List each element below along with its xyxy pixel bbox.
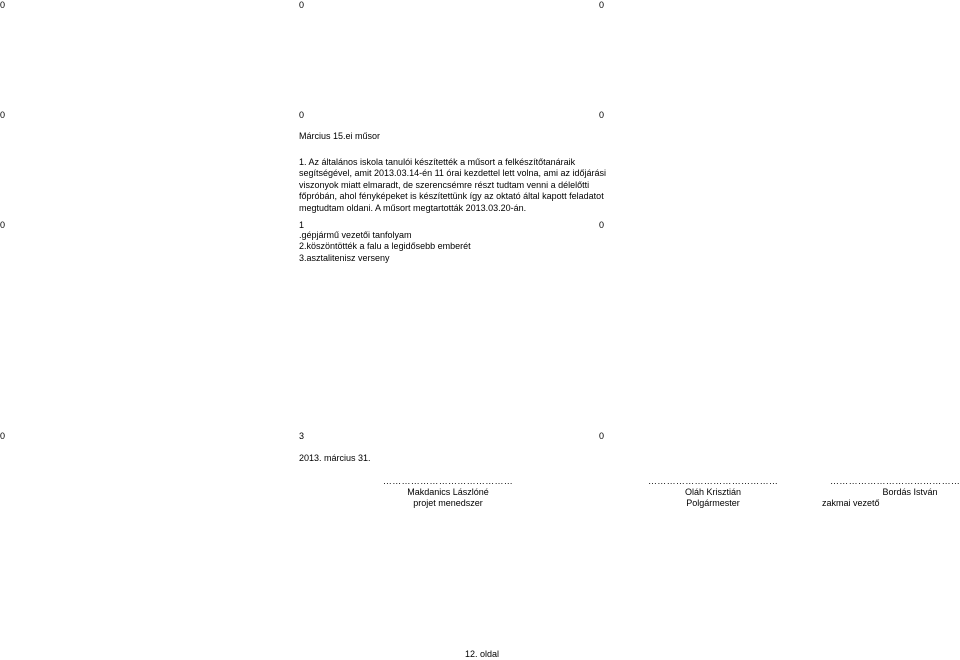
grid-cell-r2-c1: 0: [0, 110, 6, 120]
grid-cell-r1-c1: 0: [0, 0, 6, 10]
grid-cell-r2-c2: 0: [299, 110, 305, 120]
section2-list-item: 2.köszöntötték a falu a legidősebb emberét: [299, 241, 471, 252]
section1-paragraph: [299, 157, 606, 214]
grid-cell-r3-c3: 0: [599, 220, 605, 230]
signature-block: [648, 476, 778, 509]
signature-role: Polgármester: [686, 498, 740, 508]
section1-paragraph-line: segítségével, amit 2013.03.14-én 11 órai kezdettel lett volna, ami az időjárási: [299, 168, 607, 179]
grid-cell-r4-c2: 3: [299, 431, 305, 441]
section2-list-item: .gépjármű vezetői tanfolyam: [299, 230, 412, 240]
signature-block: [382, 476, 514, 509]
signature-line: ……………………………………: [382, 476, 514, 486]
grid-cell-r1-c2: 0: [299, 0, 305, 10]
grid-cell-r3-c2: 1: [299, 220, 305, 230]
signature-clip: [822, 476, 960, 516]
grid-cell-r1-c3: 0: [599, 0, 605, 10]
section1-paragraph-line: 1. Az általános iskola tanulói készítették a műsort a felkészítőtanáraik: [299, 157, 576, 167]
page-number: 12. oldal: [465, 649, 500, 659]
grid-cell-r4-c1: 0: [0, 431, 6, 441]
signature-role: zakmai vezető: [822, 498, 880, 508]
signature-name: Bordás István: [882, 487, 938, 497]
section2-list-item: 3.asztalitenisz verseny: [299, 252, 390, 263]
signature-line: ……………………………………: [648, 476, 779, 486]
section1-paragraph-line: megtudtam oldani. A műsort megtartották 2013.03.20-án.: [299, 202, 527, 213]
section1-title: Március 15.ei műsor: [299, 131, 381, 141]
document-date: 2013. március 31.: [299, 453, 371, 463]
signature-line: ……………………………………: [830, 476, 960, 486]
grid-cell-r4-c3: 0: [599, 431, 605, 441]
signature-role: projet menedszer: [413, 498, 483, 508]
section1-paragraph-line: viszonyok miatt elmaradt, de szerencsémre részt tudtam venni a délelőtti: [299, 179, 590, 190]
grid-cell-r3-c1: 0: [0, 220, 6, 230]
section2-list: [299, 230, 471, 264]
signature-name: Makdanics Lászlóné: [407, 487, 489, 497]
section1-paragraph-line: főpróbán, ahol fényképeket is készítettünk így az oktató által kapott feladatot: [299, 191, 604, 202]
signature-block: [822, 476, 960, 509]
grid-cell-r2-c3: 0: [599, 110, 605, 120]
signature-name: Oláh Krisztián: [684, 487, 742, 497]
